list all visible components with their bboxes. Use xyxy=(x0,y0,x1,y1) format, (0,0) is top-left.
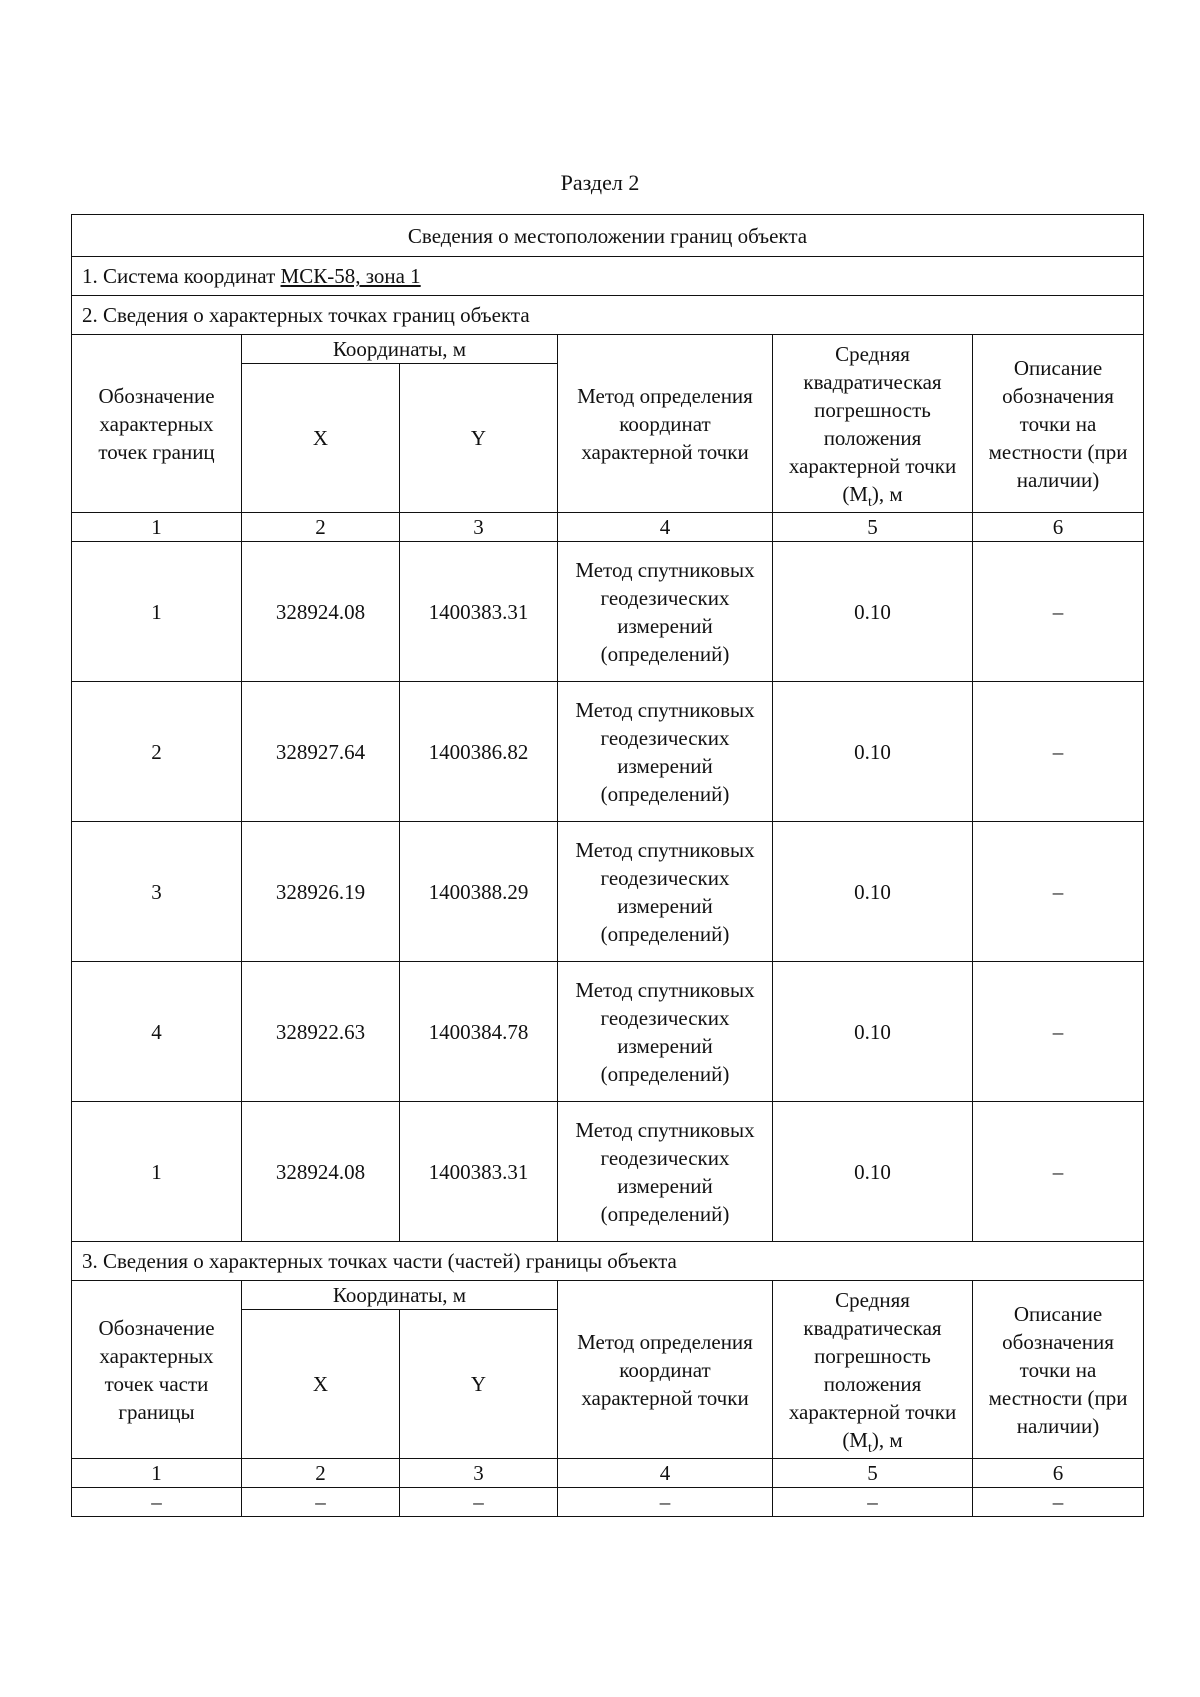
cell-point: 1 xyxy=(72,542,242,682)
header-y: Y xyxy=(400,364,558,513)
cell-x: 328926.19 xyxy=(242,822,400,962)
table-title: Сведения о местоположении границ объекта xyxy=(72,215,1144,257)
header-error-suffix: ), м xyxy=(871,481,903,506)
coord-system-label: 1. Система координат xyxy=(82,264,276,288)
cell-x: 328922.63 xyxy=(242,962,400,1102)
cell-desc: – xyxy=(973,822,1144,962)
section3-title: 3. Сведения о характерных точках части (частей) границы объекта xyxy=(72,1242,1144,1281)
column-number-row xyxy=(72,513,1144,542)
cell-point: 3 xyxy=(72,822,242,962)
cell-x: 328924.08 xyxy=(242,542,400,682)
header-error xyxy=(773,335,973,513)
cell-desc: – xyxy=(973,682,1144,822)
header-error-text: Средняя квадратическая погрешность положения характерной точки (M xyxy=(788,1287,957,1452)
cell-point: 4 xyxy=(72,962,242,1102)
col-number: 4 xyxy=(558,1459,773,1488)
header-coords: Координаты, м xyxy=(242,335,558,364)
header-designation: Обозначение характерных точек границ xyxy=(72,335,242,513)
cell-desc: – xyxy=(973,1102,1144,1242)
cell-error: 0.10 xyxy=(773,1102,973,1242)
cell-x: – xyxy=(242,1488,400,1517)
cell-method: Метод спутниковых геодезических измерений (определений) xyxy=(558,682,773,822)
section-heading: Раздел 2 xyxy=(560,170,640,195)
header-method: Метод определения координат характерной точки xyxy=(558,335,773,513)
header-error-sub: t xyxy=(867,1440,872,1456)
table-row xyxy=(72,1102,1144,1242)
header-error-suffix: ), м xyxy=(871,1427,903,1452)
cell-y: – xyxy=(400,1488,558,1517)
col-number: 6 xyxy=(973,513,1144,542)
cell-error: 0.10 xyxy=(773,962,973,1102)
cell-error: 0.10 xyxy=(773,682,973,822)
header-error-text: Средняя квадратическая погрешность положения характерной точки (M xyxy=(788,341,957,506)
header-coords: Координаты, м xyxy=(242,1281,558,1310)
column-number-row xyxy=(72,1459,1144,1488)
cell-method: Метод спутниковых геодезических измерений (определений) xyxy=(558,542,773,682)
col-number: 5 xyxy=(773,513,973,542)
table-row xyxy=(72,542,1144,682)
cell-y: 1400383.31 xyxy=(400,1102,558,1242)
col-number: 4 xyxy=(558,513,773,542)
col-number: 1 xyxy=(72,513,242,542)
col-number: 2 xyxy=(242,1459,400,1488)
cell-y: 1400388.29 xyxy=(400,822,558,962)
table-row xyxy=(72,822,1144,962)
col-number: 1 xyxy=(72,1459,242,1488)
header-error-sub: t xyxy=(867,494,872,510)
coord-system-value: МСК-58, зона 1 xyxy=(280,264,421,288)
cell-desc: – xyxy=(973,542,1144,682)
cell-method: Метод спутниковых геодезических измерений (определений) xyxy=(558,822,773,962)
header-x: X xyxy=(242,364,400,513)
section2-title: 2. Сведения о характерных точках границ объекта xyxy=(72,296,1144,335)
cell-point: 1 xyxy=(72,1102,242,1242)
cell-error: – xyxy=(773,1488,973,1517)
cell-method: – xyxy=(558,1488,773,1517)
cell-x: 328924.08 xyxy=(242,1102,400,1242)
cell-method: Метод спутниковых геодезических измерений (определений) xyxy=(558,1102,773,1242)
cell-y: 1400383.31 xyxy=(400,542,558,682)
col-number: 5 xyxy=(773,1459,973,1488)
table-row xyxy=(72,682,1144,822)
header-y: Y xyxy=(400,1310,558,1459)
cell-y: 1400384.78 xyxy=(400,962,558,1102)
header-designation: Обозначение характерных точек части границы xyxy=(72,1281,242,1459)
cell-y: 1400386.82 xyxy=(400,682,558,822)
cell-error: 0.10 xyxy=(773,542,973,682)
col-number: 2 xyxy=(242,513,400,542)
col-number: 3 xyxy=(400,513,558,542)
table-row xyxy=(72,962,1144,1102)
header-x: X xyxy=(242,1310,400,1459)
cell-desc: – xyxy=(973,962,1144,1102)
cell-method: Метод спутниковых геодезических измерений (определений) xyxy=(558,962,773,1102)
header-method: Метод определения координат характерной точки xyxy=(558,1281,773,1459)
header-error xyxy=(773,1281,973,1459)
coord-system-row xyxy=(72,257,1144,296)
cell-point: 2 xyxy=(72,682,242,822)
cell-error: 0.10 xyxy=(773,822,973,962)
cell-x: 328927.64 xyxy=(242,682,400,822)
table-row xyxy=(72,1488,1144,1517)
col-number: 3 xyxy=(400,1459,558,1488)
header-description: Описание обозначения точки на местности (при наличии) xyxy=(973,335,1144,513)
boundary-table xyxy=(71,214,1144,1517)
cell-point: – xyxy=(72,1488,242,1517)
header-description: Описание обозначения точки на местности (при наличии) xyxy=(973,1281,1144,1459)
cell-desc: – xyxy=(973,1488,1144,1517)
col-number: 6 xyxy=(973,1459,1144,1488)
